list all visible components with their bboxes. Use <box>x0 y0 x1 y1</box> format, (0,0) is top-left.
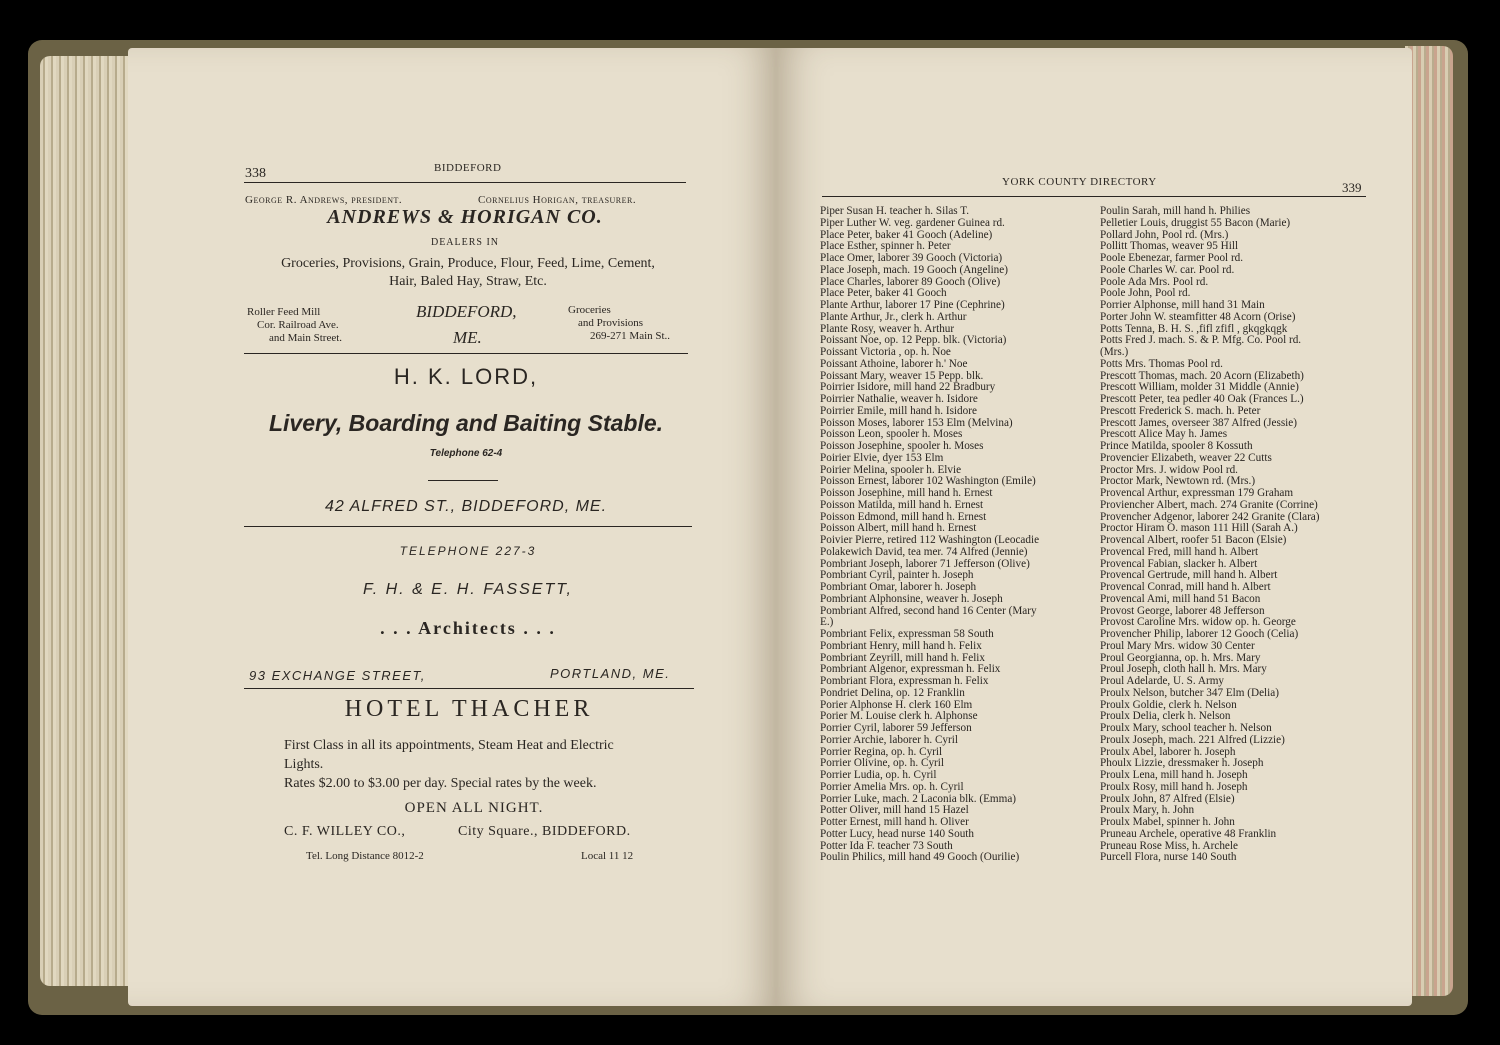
directory-entry: Provencier Elizabeth, weaver 22 Cutts <box>1100 451 1272 464</box>
hotel-proprietor: C. F. WILLEY CO., <box>284 824 406 839</box>
directory-entry: Potter Ida F. teacher 73 South <box>820 839 953 852</box>
directory-entry: Pombriant Omar, laborer h. Joseph <box>820 581 977 593</box>
directory-entry: Provost Caroline Mrs. widow op. h. George <box>1100 616 1296 629</box>
treasurer-line: Cornelius Horigan, treasurer. <box>478 194 637 206</box>
directory-entry: Porrier Cyril, laborer 59 Jefferson <box>820 722 972 734</box>
directory-entry: Pombriant Cyril, painter h. Joseph <box>820 569 974 582</box>
directory-entry: Poisson Albert, mill hand h. Ernest <box>820 522 977 535</box>
directory-entry: Place Esther, spinner h. Peter <box>820 240 951 253</box>
page-number: 338 <box>245 166 266 181</box>
directory-entry: Pombriant Zeyrill, mill hand h. Felix <box>820 651 985 664</box>
directory-column-left <box>820 206 1039 864</box>
fassett-profession: . . . Architects . . . <box>380 618 556 638</box>
page-number: 339 <box>1342 180 1362 195</box>
directory-entry: Provencal Fabian, slacker h. Albert <box>1100 557 1258 570</box>
hotel-name: HOTEL THACHER <box>344 696 594 722</box>
city-line-2: ME. <box>453 328 482 347</box>
directory-entry: Proulx Delia, clerk h. Nelson <box>1100 710 1231 723</box>
hotel-line-4: OPEN ALL NIGHT. <box>404 800 544 816</box>
directory-entry: Poissant Victoria , op. h. Noe <box>820 346 951 358</box>
directory-entry: Provencher Philip, laborer 12 Gooch (Celia) <box>1100 628 1299 640</box>
directory-entry: Plante Rosy, weaver h. Arthur <box>820 322 955 335</box>
groceries-line-2: and Provisions <box>578 317 644 329</box>
lord-name: H. K. LORD, <box>393 364 539 389</box>
directory-entry: Pruneau Rose Miss, h. Archele <box>1100 839 1238 852</box>
directory-entry: Poirier Elvie, dyer 153 Elm <box>820 451 944 464</box>
directory-entry: Place Peter, baker 41 Gooch (Adeline) <box>820 228 993 241</box>
directory-entry: Porrier Luke, mach. 2 Laconia blk. (Emma) <box>820 792 1017 805</box>
directory-entry: Poole John, Pool rd. <box>1100 287 1191 300</box>
hotel-tel-local: Local 11 12 <box>581 850 634 862</box>
directory-entry: Piper Susan H. teacher h. Silas T. <box>820 205 970 217</box>
directory-entry: Potter Oliver, mill hand 15 Hazel <box>820 804 969 817</box>
directory-entry: Poisson Matilda, mill hand h. Ernest <box>820 498 984 511</box>
directory-entry: Proulx Mabel, spinner h. John <box>1100 816 1235 828</box>
ad-rule-3 <box>244 688 694 689</box>
lord-address: 42 ALFRED ST., BIDDEFORD, ME. <box>324 498 608 515</box>
directory-entry: Prescott Frederick S. mach. h. Peter <box>1100 404 1261 417</box>
lord-telephone: Telephone 62-4 <box>429 448 503 459</box>
directory-entry: Place Peter, baker 41 Gooch <box>820 287 947 300</box>
directory-entry: Potts Mrs. Thomas Pool rd. <box>1100 357 1223 370</box>
directory-entry: Prescott James, overseer 387 Alfred (Jessie) <box>1100 416 1297 429</box>
directory-entry: Porrier Archie, laborer h. Cyril <box>820 733 958 746</box>
hotel-location: City Square., BIDDEFORD. <box>458 824 631 839</box>
directory-entry: Provencher Adgenor, laborer 242 Granite (Clara) <box>1100 510 1320 523</box>
directory-entry: Prince Matilda, spooler 8 Kossuth <box>1100 440 1253 452</box>
fassett-name: F. H. & E. H. FASSETT, <box>363 581 573 598</box>
directory-entry: Provencal Albert, roofer 51 Bacon (Elsie) <box>1100 534 1287 546</box>
ad-rule-2 <box>244 526 692 527</box>
directory-entry: Poisson Ernest, laborer 102 Washington (Emile) <box>820 475 1036 488</box>
directory-entry: Prescott Alice May h. James <box>1100 428 1228 441</box>
directory-entry: Potter Lucy, head nurse 140 South <box>820 827 975 840</box>
directory-entry: Pombriant Algenor, expressman h. Felix <box>820 663 1001 676</box>
directory-entry: Poole Ebenezar, farmer Pool rd. <box>1100 252 1244 264</box>
goods-line-2: Hair, Baled Hay, Straw, Etc. <box>389 274 547 289</box>
directory-entry: Prescott Thomas, mach. 20 Acorn (Elizabeth) <box>1100 369 1304 382</box>
directory-entry: Proulx Lena, mill hand h. Joseph <box>1100 769 1248 781</box>
directory-entry: (Mrs.) <box>1100 346 1129 358</box>
directory-entry: Poissant Noe, op. 12 Pepp. blk. (Victoria) <box>820 334 1007 347</box>
directory-entry: Pombriant Alfred, second hand 16 Center (Mary <box>820 604 1037 617</box>
page-edges-right <box>1405 46 1453 996</box>
directory-entry: Proctor Mark, Newtown rd. (Mrs.) <box>1100 475 1256 488</box>
directory-entry: Provencal Ami, mill hand 51 Bacon <box>1100 592 1261 605</box>
directory-entry: Proulx Nelson, butcher 347 Elm (Delia) <box>1100 686 1279 699</box>
right-page <box>776 48 1412 1006</box>
directory-entry: Poissant Athoine, laborer h.' Noe <box>820 357 968 370</box>
directory-entry: Poirrier Isidore, mill hand 22 Bradbury <box>820 381 996 394</box>
directory-entry: Piper Luther W. veg. gardener Guinea rd. <box>820 216 1005 229</box>
hotel-tel-long: Tel. Long Distance 8012-2 <box>306 850 424 862</box>
running-head: YORK COUNTY DIRECTORY <box>1002 176 1157 188</box>
directory-entry: Proviencher Albert, mach. 274 Granite (Corrine) <box>1100 498 1318 511</box>
short-rule <box>428 480 498 481</box>
lord-business: Livery, Boarding and Baiting Stable. <box>268 410 664 436</box>
directory-entry: Pondriet Delina, op. 12 Franklin <box>820 686 965 699</box>
ad-rule-1 <box>244 353 688 354</box>
goods-line-1: Groceries, Provisions, Grain, Produce, Flour, Feed, Lime, Cement, <box>281 256 655 271</box>
page-edges-left <box>40 56 135 986</box>
directory-entry: E.) <box>820 616 834 629</box>
running-head: BIDDEFORD <box>434 162 502 174</box>
directory-entry: Proctor Mrs. J. widow Pool rd. <box>1100 463 1238 476</box>
directory-entry: Poirrier Nathalie, weaver h. Isidore <box>820 393 978 405</box>
directory-entry: Provencal Arthur, expressman 179 Graham <box>1100 487 1294 499</box>
directory-entry: Plante Arthur, Jr., clerk h. Arthur <box>820 310 967 323</box>
directory-entry: Place Joseph, mach. 19 Gooch (Angeline) <box>820 263 1008 276</box>
directory-entry: Poisson Josephine, mill hand h. Ernest <box>820 487 993 499</box>
directory-entry: Poisson Edmond, mill hand h. Ernest <box>820 510 987 523</box>
directory-entry: Pollard John, Pool rd. (Mrs.) <box>1100 228 1229 241</box>
directory-entry: Poivier Pierre, retired 112 Washington (Leocadie <box>820 534 1040 546</box>
groceries-line-1: Groceries <box>568 304 611 316</box>
directory-entry: Potter Ernest, mill hand h. Oliver <box>820 816 969 828</box>
dealers-in: DEALERS IN <box>430 237 500 248</box>
directory-entry: Pombriant Flora, expressman h. Felix <box>820 675 989 687</box>
directory-entry: Proctor Hiram O. mason 111 Hill (Sarah A.) <box>1100 522 1298 535</box>
directory-entry: Plante Arthur, laborer 17 Pine (Cephrine) <box>820 299 1005 311</box>
groceries-line-3: 269-271 Main St.. <box>590 330 671 342</box>
directory-entry: Purcell Flora, nurse 140 South <box>1100 851 1237 864</box>
directory-entry: Poissant Mary, weaver 15 Pepp. blk. <box>820 369 984 382</box>
directory-entry: Porrier Regina, op. h. Cyril <box>820 745 943 758</box>
directory-entry: Proul Joseph, cloth hall h. Mrs. Mary <box>1100 663 1267 676</box>
mill-line-3: and Main Street. <box>269 332 343 344</box>
directory-entry: Provencal Fred, mill hand h. Albert <box>1100 545 1259 558</box>
directory-entry: Poulin Philics, mill hand 49 Gooch (Ourilie) <box>820 851 1020 864</box>
directory-entry: Porier Alphonse H. clerk 160 Elm <box>820 698 973 711</box>
directory-entry: Proulx John, 87 Alfred (Elsie) <box>1100 792 1235 805</box>
directory-entry: Poole Ada Mrs. Pool rd. <box>1100 275 1209 288</box>
directory-entry: Proulx Joseph, mach. 221 Alfred (Lizzie) <box>1100 733 1285 746</box>
directory-entry: Proulx Abel, laborer h. Joseph <box>1100 745 1236 758</box>
directory-entry: Porrier Alphonse, mill hand 31 Main <box>1100 299 1265 311</box>
directory-entry: Poisson Josephine, spooler h. Moses <box>820 440 984 452</box>
directory-entry: Place Charles, laborer 89 Gooch (Olive) <box>820 275 1001 288</box>
directory-entry: Pollitt Thomas, weaver 95 Hill <box>1100 240 1239 253</box>
directory-entry: Provost George, laborer 48 Jefferson <box>1100 604 1265 617</box>
firm-name: ANDREWS & HORIGAN CO. <box>327 206 603 228</box>
directory-entry: Prescott Peter, tea pedler 40 Oak (Frances L.) <box>1100 393 1304 405</box>
directory-entry: Pombriant Joseph, laborer 71 Jefferson (Olive) <box>820 557 1030 570</box>
directory-entry: Proulx Rosy, mill hand h. Joseph <box>1100 780 1248 793</box>
directory-entry: Potts Fred J. mach. S. & P. Mfg. Co. Pool rd. <box>1100 334 1302 347</box>
fassett-street: 93 EXCHANGE STREET, <box>249 668 426 683</box>
left-page <box>128 48 776 1006</box>
hotel-line-1: First Class in all its appointments, Steam Heat and Electric <box>284 738 614 753</box>
directory-entry: Proulx Mary, school teacher h. Nelson <box>1100 722 1272 734</box>
directory-entry: Provencal Gertrude, mill hand h. Albert <box>1100 569 1278 582</box>
directory-entry: Poirier Melina, spooler h. Elvie <box>820 463 962 476</box>
directory-entry: Proul Mary Mrs. widow 30 Center <box>1100 639 1255 652</box>
directory-entry: Provencal Conrad, mill hand h. Albert <box>1100 581 1271 593</box>
directory-column-right <box>1100 206 1320 864</box>
directory-entry: Poulin Sarah, mill hand h. Philies <box>1100 205 1251 217</box>
directory-entry: Proulx Goldie, clerk h. Nelson <box>1100 698 1237 711</box>
fassett-telephone: TELEPHONE 227-3 <box>399 544 537 558</box>
directory-entry: Poisson Moses, laborer 153 Elm (Melvina) <box>820 416 1013 429</box>
directory-entry: Poisson Leon, spooler h. Moses <box>820 428 963 441</box>
fassett-city: PORTLAND, ME. <box>550 666 671 681</box>
directory-entry: Porrier Amelia Mrs. op. h. Cyril <box>820 780 964 793</box>
directory-entry: Potts Tenna, B. H. S. ,fifl zfifl , gkqgkqgk <box>1100 322 1288 335</box>
directory-entry: Porrier Ludia, op. h. Cyril <box>820 769 937 781</box>
directory-entry: Prescott William, molder 31 Middle (Annie) <box>1100 381 1299 394</box>
mill-line-2: Cor. Railroad Ave. <box>257 319 339 331</box>
header-rule <box>822 196 1366 197</box>
directory-entry: Proulx Mary, h. John <box>1100 804 1195 817</box>
hotel-line-3: Rates $2.00 to $3.00 per day. Special rates by the week. <box>284 776 597 791</box>
hotel-line-2: Lights. <box>284 757 324 772</box>
header-rule <box>244 182 686 183</box>
mill-line-1: Roller Feed Mill <box>247 306 321 318</box>
directory-entry: Pelletier Louis, druggist 55 Bacon (Marie) <box>1100 216 1291 229</box>
directory-entry: Polakewich David, tea mer. 74 Alfred (Jennie) <box>820 545 1028 558</box>
directory-entry: Porier M. Louise clerk h. Alphonse <box>820 710 978 723</box>
directory-entry: Pruneau Archele, operative 48 Franklin <box>1100 827 1277 840</box>
city-line-1: BIDDEFORD, <box>416 302 517 321</box>
president-line: George R. Andrews, president. <box>245 194 403 206</box>
directory-entry: Pombriant Alphonsine, weaver h. Joseph <box>820 592 1003 605</box>
directory-entry: Poole Charles W. car. Pool rd. <box>1100 263 1235 276</box>
directory-entry: Pombriant Felix, expressman 58 South <box>820 628 994 640</box>
directory-entry: Phoulx Lizzie, dressmaker h. Joseph <box>1100 757 1264 770</box>
directory-entry: Place Omer, laborer 39 Gooch (Victoria) <box>820 252 1003 264</box>
directory-entry: Proul Adelarde, U. S. Army <box>1100 675 1224 687</box>
directory-entry: Poirrier Emile, mill hand h. Isidore <box>820 404 977 417</box>
directory-entry: Pombriant Henry, mill hand h. Felix <box>820 639 982 652</box>
directory-entry: Porter John W. steamfitter 48 Acorn (Orise) <box>1100 310 1296 323</box>
directory-entry: Porrier Olivine, op. h. Cyril <box>820 757 944 770</box>
directory-entry: Proul Georgianna, op. h. Mrs. Mary <box>1100 651 1261 664</box>
